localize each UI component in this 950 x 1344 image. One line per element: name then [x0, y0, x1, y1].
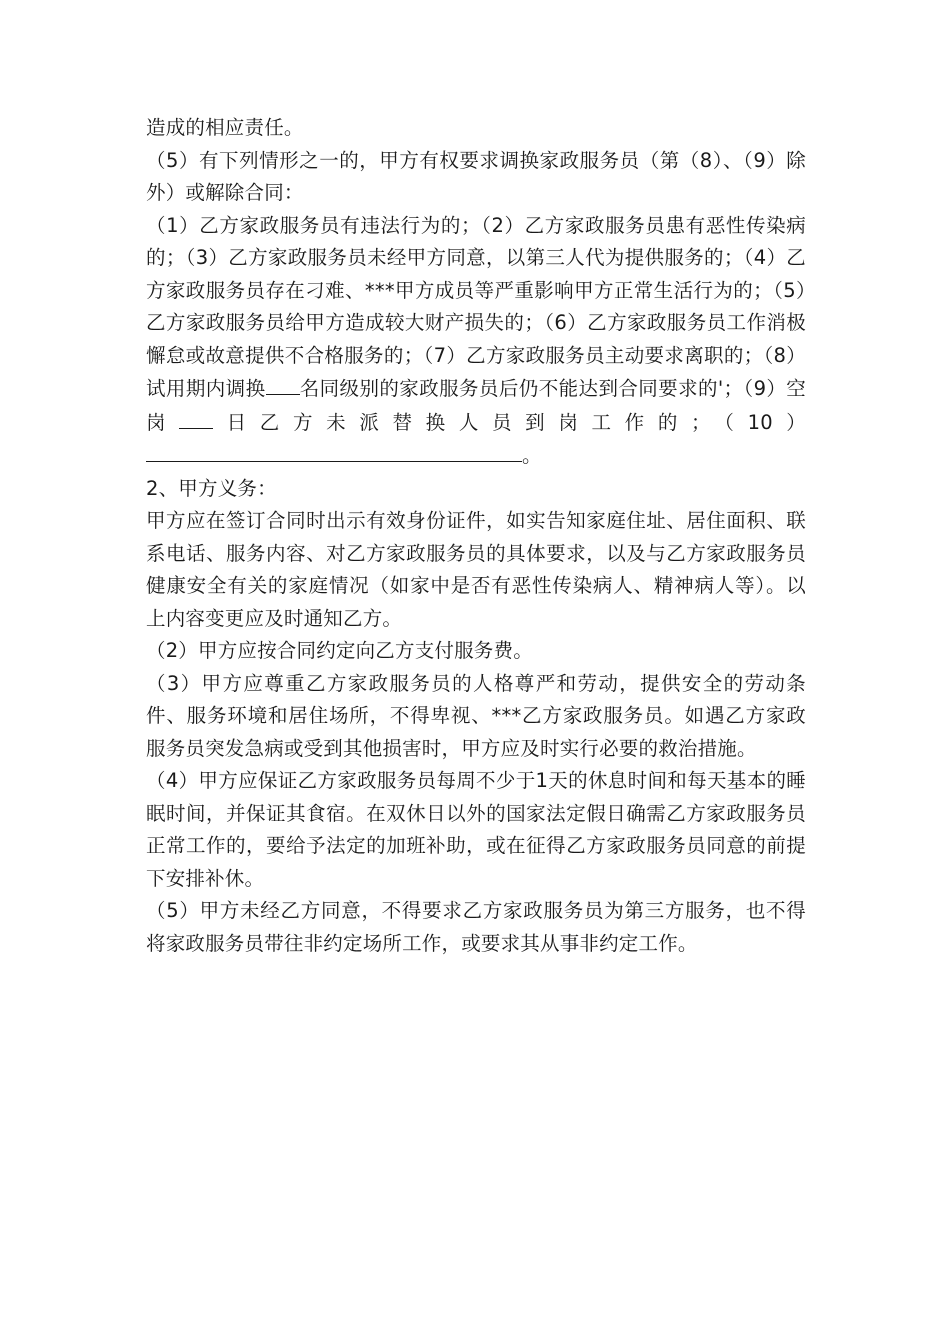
paragraph-party-a-respect: （3）甲方应尊重乙方家政服务员的人格尊严和劳动，提供安全的劳动条件、服务环境和居住场所，不得卑视、***乙方家政服务员。如遇乙方家政服务员突发急病或受到其他损害时，甲方应及时实行必要的救治措施。	[146, 671, 806, 760]
paragraph-responsibility-tail: 造成的相应责任。	[146, 116, 304, 139]
blank-field-days	[179, 406, 213, 429]
conditions-text-end: 。	[522, 444, 542, 467]
paragraph-party-a-payment: （2）甲方应按合同约定向乙方支付服务费。	[146, 639, 533, 662]
paragraph-conditions-list	[146, 210, 806, 473]
paragraph-party-a-third-party: （5）甲方未经乙方同意，不得要求乙方家政服务员为第三方服务，也不得将家政服务员带往非约定场所工作，或要求其从事非约定工作。	[146, 899, 806, 955]
paragraph-party-a-rest: （4）甲方应保证乙方家政服务员每周不少于1天的休息时间和每天基本的睡眠时间，并保证其食宿。在双休日以外的国家法定假日确需乙方家政服务员正常工作的，要给予法定的加班补助，或在征得乙方家政服务员同意的前提下安排补休。	[146, 769, 806, 890]
document-page	[146, 112, 806, 960]
blank-field-count	[266, 372, 300, 395]
conditions-text-1: （1）乙方家政服务员有违法行为的；（2）乙方家政服务员患有恶性传染病的；（3）乙方家政服务员未经甲方同意，以第三人代为提供服务的；（4）乙方家政服务员存在刁难、***甲方成员等严重影响甲方正常生活行为的；（5）乙方家政服务员给甲方造成较大财产损失的；（6）乙方家政服务员工作消极懈怠或故意提供不合格服务的；（7）乙方家政服务员主动要求离职的；（8）试用期内调换	[146, 213, 806, 400]
conditions-text-3: 日乙方未派替换人员到岗工作的；（10）	[213, 410, 806, 434]
blank-field-other	[146, 439, 522, 462]
conditions-text-2: 名同级别的家政服务员后仍不能达到合同要求的'；（9）空岗	[146, 377, 807, 434]
paragraph-party-a-disclosure: 甲方应在签订合同时出示有效身份证件，如实告知家庭住址、居住面积、联系电话、服务内容、对乙方家政服务员的具体要求，以及与乙方家政服务员健康安全有关的家庭情况（如家中是否有恶性传染病人、精神病人等）。以上内容变更应及时通知乙方。	[146, 509, 806, 630]
section-heading-party-a-duties: 2、甲方义务：	[146, 476, 277, 500]
paragraph-replacement-conditions: （5）有下列情形之一的，甲方有权要求调换家政服务员（第（8）、（9）除外）或解除合同：	[146, 148, 806, 204]
